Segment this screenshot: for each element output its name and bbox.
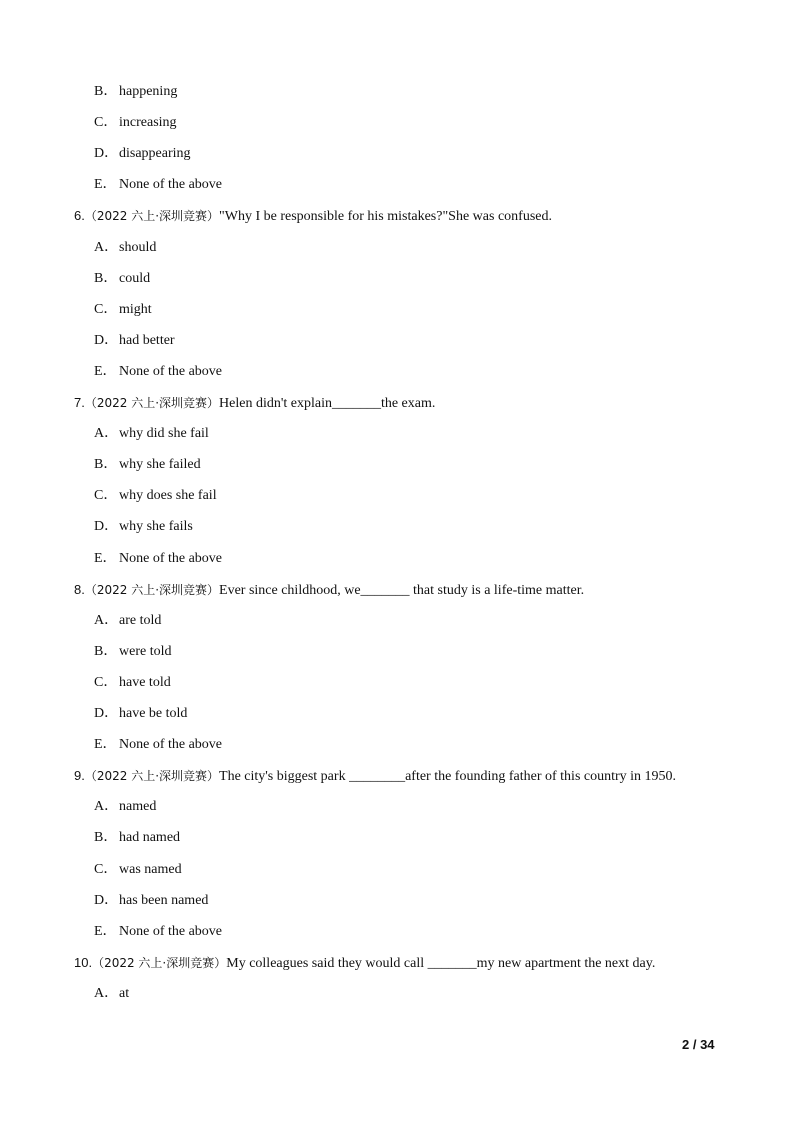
answer-option [94,613,161,629]
answer-option [94,115,177,131]
option-letter: E． [94,737,117,753]
option-text: had better [119,332,175,348]
option-letter: C． [94,301,118,317]
question-number: 7. [74,395,85,410]
option-text: happening [119,84,178,99]
option-text: None of the above [119,923,223,939]
answer-option [94,830,180,846]
option-text: should [119,239,157,255]
option-text: increasing [119,115,177,131]
question-number: 10. [74,954,93,970]
option-letter: B． [94,270,118,286]
answer-option [94,364,222,380]
question-text: Ever since childhood, we_______ that study is a life-time matter. [219,582,585,598]
option-text: were told [119,643,172,659]
answer-option [94,799,156,815]
option-text: None of the above [119,737,223,753]
answer-option [94,146,191,162]
question-stem [74,395,435,412]
option-text: could [119,270,151,286]
answer-option [94,519,193,535]
option-letter: B． [94,830,118,846]
answer-option [94,457,201,473]
option-letter: C． [94,674,118,690]
question-number: 9. [74,768,85,784]
option-text: might [119,301,152,317]
answer-option [94,706,187,722]
answer-option [94,240,156,256]
question-source: （2022 六上·深圳竞赛） [84,209,220,224]
option-letter: D． [94,332,119,348]
option-text: why does she fail [119,488,217,504]
question-source: （2022 六上·深圳竞赛） [84,582,220,597]
answer-option [94,644,171,660]
option-letter: B． [94,457,118,473]
answer-option [94,84,177,100]
answer-option [94,271,150,287]
option-letter: E． [94,363,117,379]
option-letter: B． [94,84,118,99]
option-text: was named [119,861,182,877]
answer-option [94,302,152,318]
option-letter: B． [94,643,118,659]
question-source: （2022 六上·深圳竞赛） [84,396,220,410]
option-letter: A． [94,985,119,1001]
option-text: are told [119,612,162,628]
option-letter: C． [94,115,118,131]
option-letter: D． [94,146,119,162]
option-letter: A． [94,799,119,815]
option-text: None of the above [119,177,223,193]
question-stem [74,768,676,785]
answer-option [94,333,175,349]
option-letter: D． [94,706,119,721]
answer-option [94,893,208,909]
option-text: named [119,799,157,815]
option-text: None of the above [119,550,223,566]
answer-option [94,675,171,691]
question-number: 8. [74,581,85,597]
option-text: why did she fail [119,426,209,442]
option-text: why she fails [119,519,193,535]
page-number: 2 / 34 [682,1037,715,1052]
option-text: at [119,985,130,1001]
question-text: My colleagues said they would call _______my new apartment the next day. [226,955,656,971]
answer-option [94,924,222,940]
option-letter: C． [94,861,118,877]
answer-option [94,737,222,753]
question-source: （2022 六上·深圳竞赛） [92,955,227,970]
option-text: has been named [119,892,209,908]
option-letter: A． [94,426,119,442]
option-text: disappearing [119,146,191,162]
option-text: why she failed [119,457,201,473]
option-letter: E． [94,550,117,566]
option-text: None of the above [119,363,223,379]
option-letter: A． [94,239,119,255]
question-text: The city's biggest park ________after the founding father of this country in 1950. [219,769,677,785]
question-number: 6. [74,208,85,224]
answer-option [94,986,129,1002]
question-stem [74,208,552,225]
question-stem [74,955,655,972]
answer-option [94,488,217,504]
option-letter: C． [94,488,118,504]
answer-option [94,551,222,567]
question-text: "Why I be responsible for his mistakes?"She was confused. [219,209,552,225]
question-stem [74,582,584,599]
option-letter: E． [94,923,117,939]
answer-option [94,177,222,193]
answer-option [94,862,182,878]
option-text: have be told [119,706,188,721]
option-letter: D． [94,892,119,908]
option-letter: E． [94,177,117,193]
option-text: had named [119,830,181,846]
option-letter: D． [94,519,119,535]
answer-option [94,426,209,442]
option-text: have told [119,674,171,690]
question-source: （2022 六上·深圳竞赛） [84,769,220,784]
question-text: Helen didn't explain_______the exam. [219,396,436,411]
option-letter: A． [94,612,119,628]
